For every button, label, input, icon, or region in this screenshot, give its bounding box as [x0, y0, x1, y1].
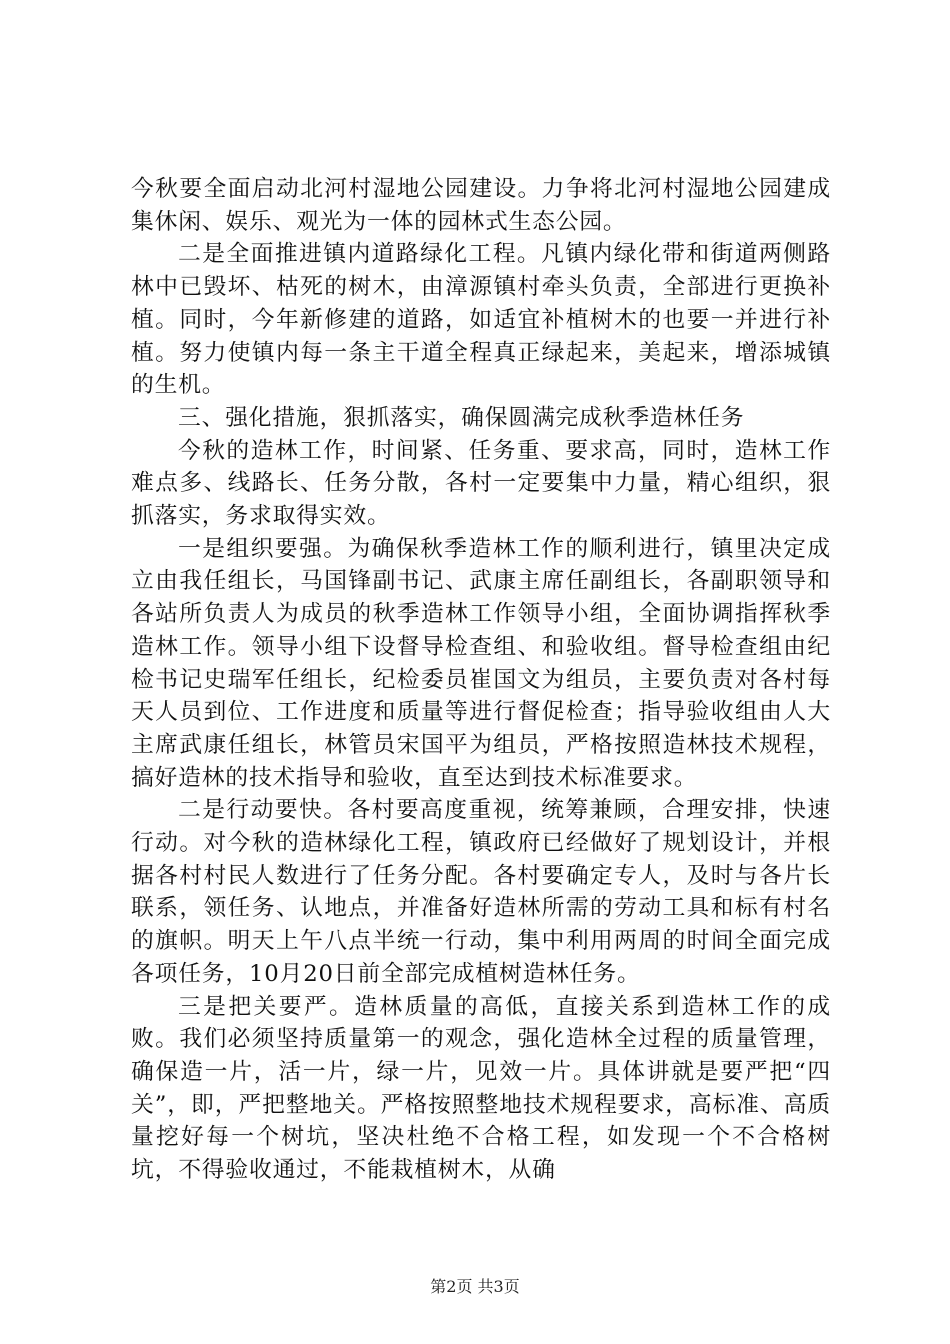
page-number-footer: 第2页 共3页 [430, 1277, 520, 1296]
paragraph-5: 二是行动要快。各村要高度重视，统筹兼顾，合理安排，快速行动。对今秋的造林绿化工程，镇政府已经做好了规划设计，并根据各村村民人数进行了任务分配。各村要确定专人，及时与各片长联系，领任务、认地点，并准备好造林所需的劳动工具和标有村名的旗帜。明天上午八点半统一行动，集中利用两周的时间全面完成各项任务，10月20日前全部完成植树造林任务。 [131, 797, 831, 987]
paragraph-1: 今秋要全面启动北河村湿地公园建设。力争将北河村湿地公园建成集休闲、娱乐、观光为一体的园林式生态公园。 [131, 176, 831, 235]
paragraph-4: 一是组织要强。为确保秋季造林工作的顺利进行，镇里决定成立由我任组长，马国锋副书记、武康主席任副组长，各副职领导和各站所负责人为成员的秋季造林工作领导小组，全面协调指挥秋季造林工作。领导小组下设督导检查组、和验收组。督导检查组由纪检书记史瑞军任组长，纪检委员崔国文为组员，主要负责对各村每天人员到位、工作进度和质量等进行督促检查；指导验收组由人大主席武康任组长，林管员宋国平为组员，严格按照造林技术规程，搞好造林的技术指导和验收，直至达到技术标准要求。 [131, 535, 831, 791]
paragraph-6: 三是把关要严。造林质量的高低，直接关系到造林工作的成败。我们必须坚持质量第一的观念，强化造林全过程的质量管理，确保造一片，活一片，绿一片，见效一片。具体讲就是要严把“四关”，即，严把整地关。严格按照整地技术规程要求，高标准、高质量挖好每一个树坑，坚决杜绝不合格工程，如发现一个不合格树坑，不得验收通过，不能栽植树木，从确 [131, 993, 831, 1184]
section-heading: 三、强化措施，狠抓落实，确保圆满完成秋季造林任务 [178, 404, 745, 431]
paragraph-2: 二是全面推进镇内道路绿化工程。凡镇内绿化带和街道两侧路林中已毁坏、枯死的树木，由漳源镇村牵头负责，全部进行更换补植。同时，今年新修建的道路，如适宜补植树木的也要一并进行补植。努力使镇内每一条主干道全程真正绿起来，美起来，增添城镇的生机。 [131, 241, 831, 399]
paragraph-3: 今秋的造林工作，时间紧、任务重、要求高，同时，造林工作难点多、线路长、任务分散，各村一定要集中力量，精心组织，狠抓落实，务求取得实效。 [131, 437, 831, 530]
document-body [131, 173, 831, 1187]
